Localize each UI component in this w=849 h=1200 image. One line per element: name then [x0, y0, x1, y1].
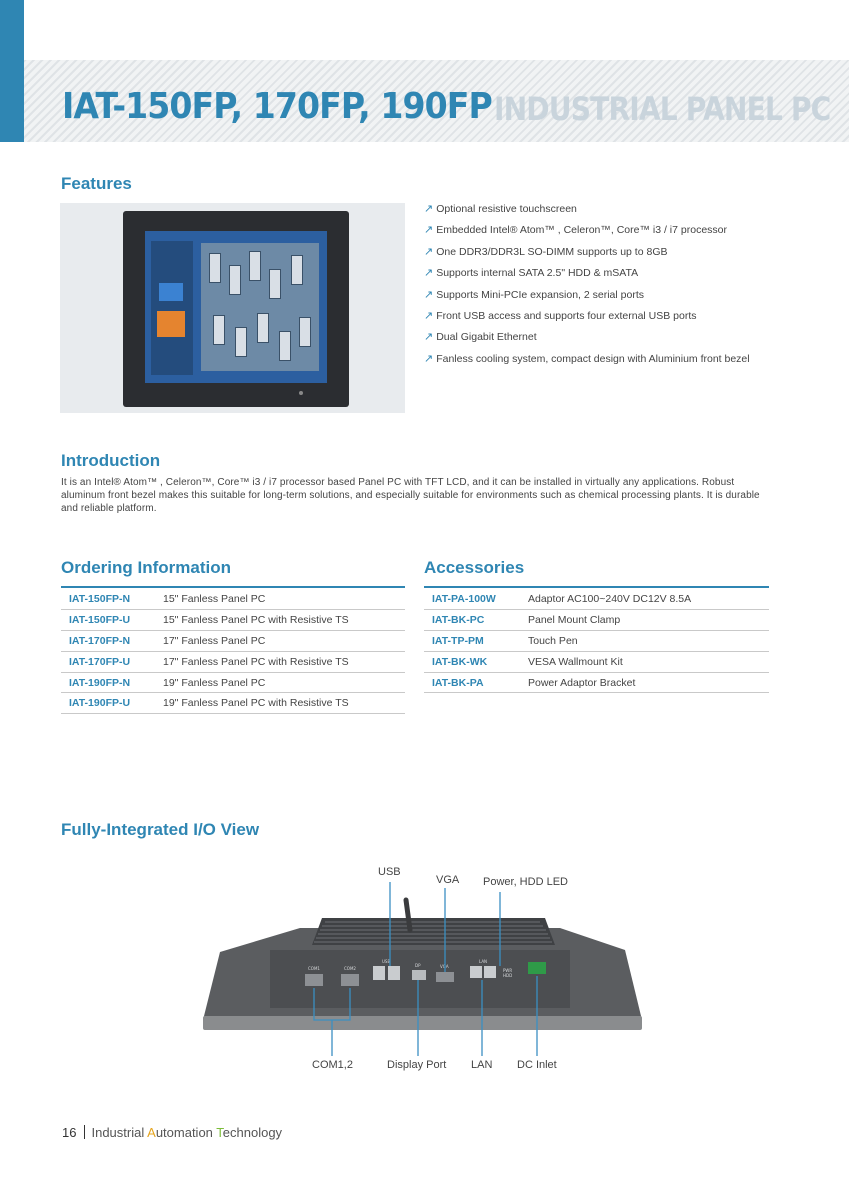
- product-title: IAT-150FP, 170FP, 190FP: [62, 86, 492, 127]
- lan-label: LAN: [471, 1059, 493, 1071]
- com2-mark: COM2: [344, 966, 356, 971]
- dc-inlet: [528, 962, 546, 974]
- com2-port: [341, 974, 359, 986]
- dc-inlet-label: DC Inlet: [517, 1059, 557, 1071]
- brand-word: utomation: [155, 1125, 217, 1140]
- footer-divider: [84, 1125, 85, 1139]
- vga-port: [436, 972, 454, 982]
- accessories-heading: Accessories: [424, 558, 525, 577]
- feature-item: ↗ Fanless cooling system, compact design with Aluminium front bezel: [424, 352, 750, 365]
- feature-item: ↗ Front USB access and supports four external USB ports: [424, 309, 697, 322]
- brand-initial-i: I: [91, 1125, 96, 1140]
- arrow-icon: ↗: [424, 352, 434, 365]
- arrow-icon: ↗: [424, 203, 434, 215]
- usb-mark: USB: [382, 959, 391, 964]
- com-label: COM1,2: [312, 1059, 353, 1071]
- feature-item: ↗ Supports Mini-PCIe expansion, 2 serial ports: [424, 288, 644, 301]
- page-number: 16: [62, 1125, 77, 1140]
- dp-mark: DP: [415, 963, 421, 968]
- features-heading: Features: [61, 174, 132, 193]
- table-row: IAT-170FP-U 17" Fanless Panel PC with Resistive TS: [61, 651, 405, 672]
- io-view-heading: Fully-Integrated I/O View: [61, 820, 260, 839]
- display-port: [412, 970, 426, 980]
- hdd-mark: HDD: [503, 973, 513, 978]
- arrow-icon: ↗: [424, 331, 434, 344]
- com1-mark: COM1: [308, 966, 320, 971]
- brand-word: echnology: [222, 1125, 283, 1140]
- feature-item: ↗ Optional resistive touchscreen: [424, 203, 577, 215]
- introduction-text: It is an Intel® Atom™ , Celeron™, Core™ i3 / i7 processor based Panel PC with TFT LCD, and it can be installed in virtually any applications. Robust aluminum front bezel makes this suitable for long-term solutions, and especially suitable for environments such as chemical processing plants. It is durable and reliable platform.: [61, 477, 760, 515]
- feature-item: ↗ One DDR3/DDR3L SO-DIMM supports up to 8GB: [424, 245, 668, 258]
- feature-item: ↗ Supports internal SATA 2.5" HDD & mSATA: [424, 267, 639, 280]
- pwr-mark: PWR: [503, 968, 513, 973]
- table-row: IAT-BK-PA Power Adaptor Bracket: [424, 672, 769, 693]
- brand-initial-a: A: [147, 1125, 156, 1140]
- lan-mark: LAN: [479, 959, 488, 964]
- brand-initial-t: T: [216, 1125, 223, 1140]
- power-hdd-led-label: Power, HDD LED: [483, 876, 568, 888]
- table-row: IAT-150FP-N 15" Fanless Panel PC: [61, 589, 405, 610]
- usb-port: [388, 966, 400, 980]
- table-row: IAT-190FP-N 19" Fanless Panel PC: [61, 672, 405, 693]
- table-row: IAT-PA-100W Adaptor AC100~240V DC12V 8.5A: [424, 589, 769, 610]
- usb-label: USB: [378, 866, 401, 878]
- com1-port: [305, 974, 323, 986]
- arrow-icon: ↗: [424, 309, 434, 322]
- page-footer: [62, 1125, 282, 1140]
- panel-pc-bottom-view: [203, 900, 642, 1030]
- arrow-icon: ↗: [424, 288, 434, 301]
- arrow-icon: ↗: [424, 267, 434, 280]
- vga-label: VGA: [436, 874, 460, 886]
- product-category: INDUSTRIAL PANEL PC: [494, 90, 831, 128]
- ordering-heading: Ordering Information: [61, 558, 231, 577]
- brand-name: [91, 1125, 282, 1140]
- introduction-heading: Introduction: [61, 451, 161, 470]
- table-row: IAT-170FP-N 17" Fanless Panel PC: [61, 631, 405, 652]
- table-row: IAT-BK-PC Panel Mount Clamp: [424, 610, 769, 631]
- arrow-icon: ↗: [424, 245, 434, 258]
- lan-port: [470, 966, 482, 978]
- table-row: IAT-BK-WK VESA Wallmount Kit: [424, 651, 769, 672]
- usb-port: [373, 966, 385, 980]
- table-row: IAT-190FP-U 19" Fanless Panel PC with Resistive TS: [61, 693, 405, 714]
- lan-port: [484, 966, 496, 978]
- display-port-label: Display Port: [387, 1059, 447, 1071]
- brand-word: ndustrial: [95, 1125, 148, 1140]
- vga-mark: VGA: [440, 964, 449, 969]
- arrow-icon: ↗: [424, 224, 434, 237]
- feature-item: ↗ Dual Gigabit Ethernet: [424, 331, 537, 344]
- table-row: IAT-150FP-U 15" Fanless Panel PC with Resistive TS: [61, 610, 405, 631]
- table-row: IAT-TP-PM Touch Pen: [424, 631, 769, 652]
- feature-item: ↗ Embedded Intel® Atom™ , Celeron™, Core™ i3 / i7 processor: [424, 224, 727, 237]
